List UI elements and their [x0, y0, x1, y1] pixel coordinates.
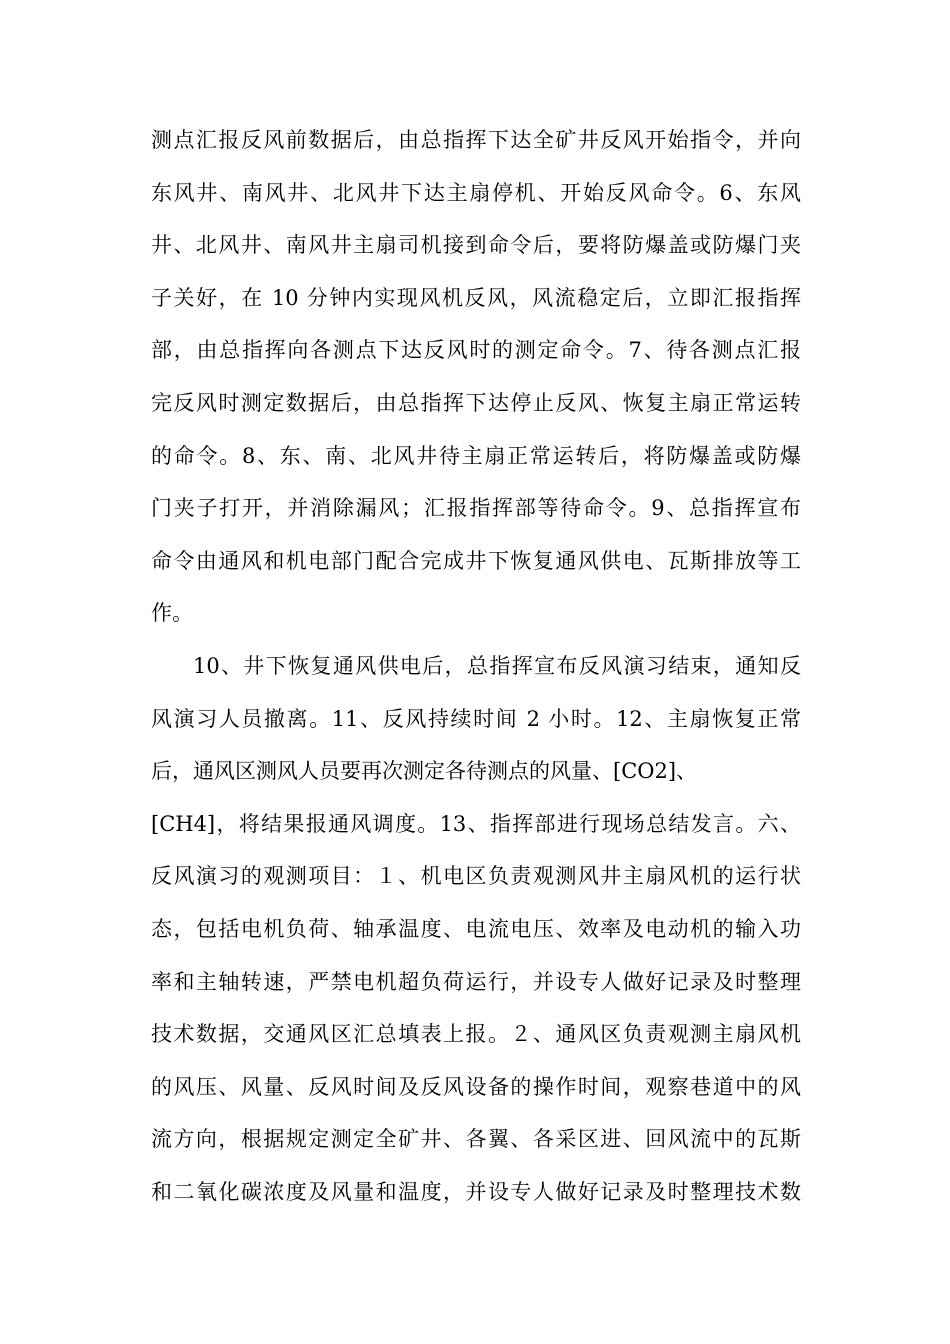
- text-line: 子关好，在 10 分钟内实现风机反风，风流稳定后，立即汇报指挥: [151, 285, 801, 310]
- text-line: 的风压、风量、反风时间及反风设备的操作时间，观察巷道中的风: [151, 1074, 801, 1099]
- text-line: 井、北风井、南风井主扇司机接到命令后，要将防爆盖或防爆门夹: [151, 233, 801, 258]
- text-line: 和二氧化碳浓度及风量和温度，并设专人做好记录及时整理技术数: [151, 1179, 801, 1204]
- text-line: 后，通风区测风人员要再次测定各待测点的风量、[CO2]、: [151, 759, 698, 784]
- text-line: 东风井、南风井、北风井下达主扇停机、开始反风命令。6、东风: [151, 180, 801, 205]
- paragraph-1: [151, 114, 801, 640]
- text-line: 10、井下恢复通风供电后，总指挥宣布反风演习结束，通知反: [193, 653, 801, 678]
- text-line: 作。: [151, 601, 193, 626]
- text-line: 态，包括电机负荷、轴承温度、电流电压、效率及电动机的输入功: [151, 916, 801, 941]
- text-line: 门夹子打开，并消除漏风；汇报指挥部等待命令。9、总指挥宣布: [151, 496, 801, 521]
- text-line: 命令由通风和机电部门配合完成井下恢复通风供电、瓦斯排放等工: [151, 548, 801, 573]
- text-line: 风演习人员撤离。11、反风持续时间 2 小时。12、主扇恢复正常: [151, 706, 801, 731]
- text-line: 完反风时测定数据后，由总指挥下达停止反风、恢复主扇正常运转: [151, 390, 801, 415]
- paragraph-2: [151, 640, 801, 1219]
- text-line: [CH4]，将结果报通风调度。13、指挥部进行现场总结发言。六、: [151, 811, 801, 836]
- document-body: [151, 114, 801, 1218]
- text-line: 反风演习的观测项目：１、机电区负责观测风井主扇风机的运行状: [151, 864, 801, 889]
- text-line: 部，由总指挥向各测点下达反风时的测定命令。7、待各测点汇报: [151, 338, 801, 363]
- text-line: 测点汇报反风前数据后，由总指挥下达全矿井反风开始指令，并向: [151, 128, 801, 152]
- text-line: 的命令。8、东、南、北风井待主扇正常运转后，将防爆盖或防爆: [151, 443, 801, 468]
- text-line: 流方向，根据规定测定全矿井、各翼、各采区进、回风流中的瓦斯: [151, 1127, 801, 1152]
- text-line: 技术数据，交通风区汇总填表上报。２、通风区负责观测主扇风机: [151, 1022, 801, 1047]
- text-line: 率和主轴转速，严禁电机超负荷运行，并设专人做好记录及时整理: [151, 969, 801, 994]
